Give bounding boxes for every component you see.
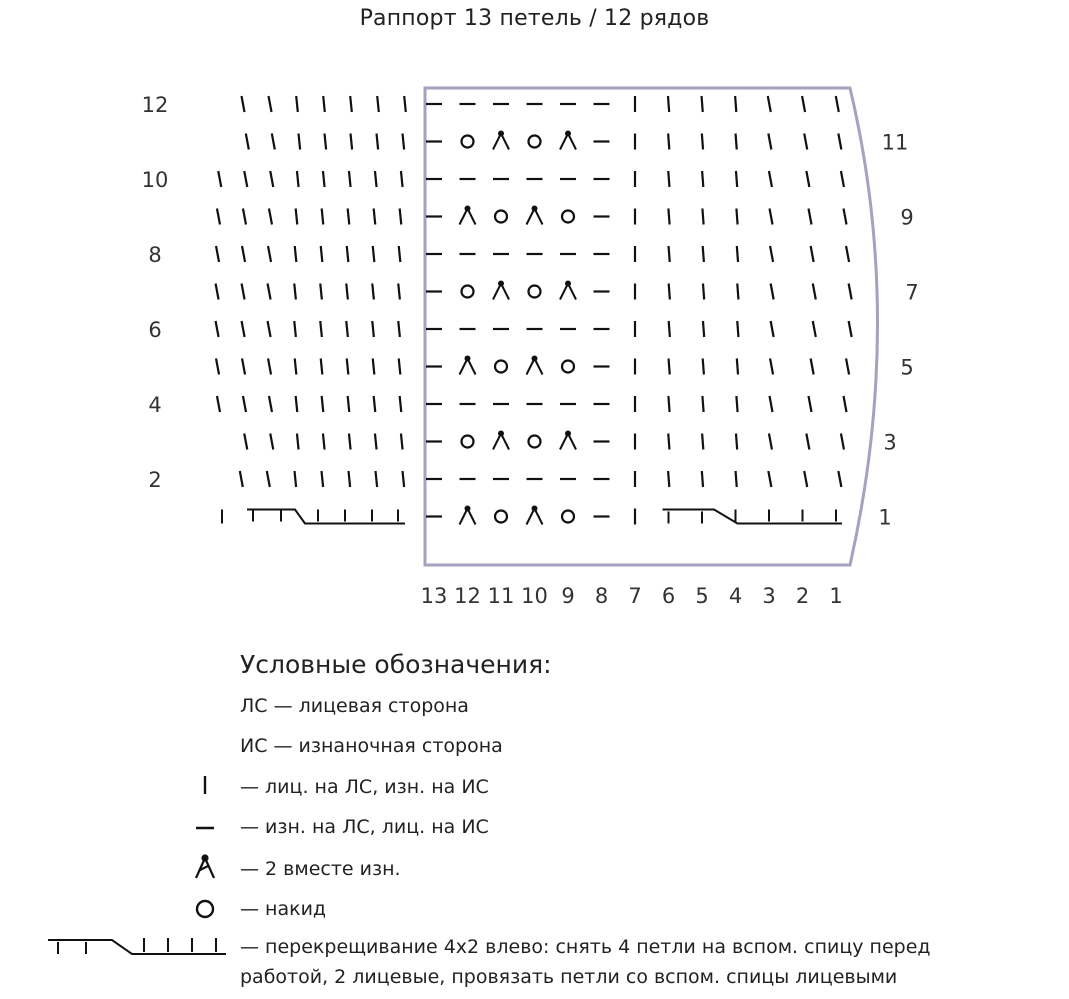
stitch-left-r11-2 <box>351 134 353 150</box>
stitch-r1-c12 <box>460 506 476 525</box>
purl-icon <box>180 812 230 842</box>
stitch-left-r12-2 <box>350 96 352 112</box>
stitch-r12-c6 <box>668 96 669 112</box>
stitch-left-r10-6 <box>244 171 247 187</box>
stitch-left-r5-2 <box>347 359 349 375</box>
stitch-left-r3-1 <box>375 434 377 450</box>
stitch-r4-c6 <box>668 396 669 412</box>
stitch-left-r7-6 <box>242 284 245 300</box>
stitch-r10-c1 <box>841 171 844 187</box>
stitch-r9-c1 <box>844 209 847 225</box>
column-number-9: 9 <box>561 584 575 608</box>
stitch-r5-c10 <box>527 356 543 375</box>
stitch-r3-c6 <box>668 434 669 450</box>
stitch-left-r5-6 <box>242 359 245 375</box>
stitch-r7-c2 <box>813 284 816 300</box>
stitch-r2-c5 <box>702 471 703 487</box>
stitch-left-r2-0 <box>403 471 405 487</box>
stitch-left-r9-7 <box>217 209 220 225</box>
stitch-left-r6-3 <box>320 321 322 337</box>
stitch-left-r4-7 <box>217 396 220 412</box>
stitch-r9-c9 <box>562 211 574 223</box>
stitch-left-r8-2 <box>347 246 349 262</box>
stitch-r11-c3 <box>768 134 771 150</box>
stitch-left-r8-0 <box>399 246 401 262</box>
stitch-left-r2-6 <box>240 471 243 487</box>
stitch-r4-c3 <box>770 396 773 412</box>
stitch-left-r2-3 <box>322 471 324 487</box>
stitch-left-r5-5 <box>268 359 271 375</box>
stitch-r6-c2 <box>813 321 816 337</box>
row-number-left-2: 2 <box>148 468 162 492</box>
stitch-r7-c6 <box>669 284 670 300</box>
stitch-left-r9-1 <box>374 209 376 225</box>
legend-heading: Условные обозначения: <box>240 650 552 679</box>
column-number-12: 12 <box>454 584 481 608</box>
column-number-1: 1 <box>829 584 843 608</box>
stitch-left-r9-0 <box>400 209 402 225</box>
stitch-left-r5-1 <box>373 359 375 375</box>
stitch-r9-c12 <box>460 206 476 225</box>
stitch-r12-c1 <box>836 96 839 112</box>
stitch-left-r10-7 <box>218 171 221 187</box>
stitch-r11-c10 <box>529 136 541 148</box>
stitch-r8-c4 <box>737 246 738 262</box>
stitch-r7-c12 <box>462 286 474 298</box>
stitch-left-r7-0 <box>398 284 400 300</box>
stitch-r5-c9 <box>562 361 574 373</box>
stitch-r3-c12 <box>462 436 474 448</box>
stitch-r5-c11 <box>495 361 507 373</box>
stitch-left-r6-6 <box>242 321 245 337</box>
stitch-r7-c11 <box>493 281 509 300</box>
stitch-r11-c5 <box>702 134 703 150</box>
chart-labels <box>142 93 919 608</box>
legend-yo: — накид <box>240 898 327 920</box>
legend-rs: ЛС — лицевая сторона <box>240 695 469 717</box>
stitch-r6-c5 <box>703 321 704 337</box>
stitch-r9-c3 <box>770 209 773 225</box>
stitch-left-r8-4 <box>295 246 297 262</box>
stitch-left-r12-4 <box>296 96 298 112</box>
stitch-left-r12-0 <box>404 96 406 112</box>
stitch-r3-c4 <box>736 434 737 450</box>
stitch-r6-c1 <box>849 321 852 337</box>
stitch-left-r7-3 <box>320 284 322 300</box>
knit-icon <box>180 770 230 800</box>
stitch-left-r5-0 <box>399 359 401 375</box>
stitch-left-r4-5 <box>269 396 272 412</box>
stitch-r2-c6 <box>668 471 669 487</box>
stitch-left-r11-6 <box>246 134 249 150</box>
legend-cable-line1: — перекрещивание 4х2 влево: снять 4 петли на вспом. спицу перед <box>240 936 931 958</box>
stitch-r7-c10 <box>529 286 541 298</box>
row-number-left-10: 10 <box>141 168 169 192</box>
stitch-left-r10-0 <box>401 171 403 187</box>
stitch-r2-c4 <box>736 471 737 487</box>
stitch-r1-c11 <box>495 511 507 523</box>
stitch-r11-c4 <box>736 134 737 150</box>
cable-icon <box>40 930 230 964</box>
p2tog-icon <box>180 850 230 886</box>
stitch-r11-c2 <box>804 134 807 150</box>
stitch-r5-c1 <box>846 359 849 375</box>
repeat-frame <box>425 88 878 565</box>
stitch-left-r7-7 <box>216 284 219 300</box>
stitch-r7-c9 <box>560 281 576 300</box>
column-number-2: 2 <box>795 584 810 608</box>
stitch-r11-c11 <box>493 131 509 150</box>
stitch-left-r6-5 <box>268 321 271 337</box>
stitch-left-r3-3 <box>323 434 325 450</box>
stitch-left-r7-4 <box>294 284 296 300</box>
row-number-right-7: 7 <box>905 280 919 305</box>
stitch-r4-c2 <box>809 396 812 412</box>
stitch-left-r11-3 <box>325 134 327 150</box>
stitch-r10-c2 <box>806 171 809 187</box>
column-number-10: 10 <box>521 584 548 608</box>
stitch-r12-c3 <box>768 96 771 112</box>
stitch-r7-c3 <box>771 284 774 300</box>
stitch-left-r4-1 <box>374 396 376 412</box>
column-number-7: 7 <box>628 584 642 608</box>
stitch-r3-c2 <box>806 434 809 450</box>
stitch-left-r11-0 <box>403 134 405 150</box>
row-number-right-5: 5 <box>900 355 914 380</box>
stitch-left-r10-2 <box>349 171 351 187</box>
stitch-r8-c1 <box>846 246 849 262</box>
stitch-r7-c1 <box>849 284 852 300</box>
stitch-r6-c6 <box>669 321 670 337</box>
stitch-left-r3-2 <box>349 434 351 450</box>
stitch-r8-c2 <box>811 246 814 262</box>
legend-purl: — изн. на ЛС, лиц. на ИС <box>240 816 489 838</box>
stitch-r6-c4 <box>737 321 738 337</box>
stitch-r2-c2 <box>804 471 807 487</box>
column-number-5: 5 <box>695 584 709 608</box>
stitch-left-r4-0 <box>400 396 402 412</box>
stitch-left-r2-5 <box>267 471 270 487</box>
stitch-left-r12-1 <box>377 96 379 112</box>
stitch-r8-c3 <box>770 246 773 262</box>
stitch-r11-c6 <box>668 134 669 150</box>
stitch-r3-c11 <box>493 431 509 450</box>
yo-icon <box>180 892 230 926</box>
stitch-left-r11-1 <box>377 134 379 150</box>
stitch-left-r3-0 <box>401 434 403 450</box>
stitch-left-r7-1 <box>372 284 374 300</box>
row-number-left-4: 4 <box>148 393 162 417</box>
stitch-r7-c4 <box>737 284 738 300</box>
stitch-left-r8-7 <box>216 246 219 262</box>
stitch-left-r9-3 <box>322 209 324 225</box>
stitch-left-r7-5 <box>268 284 271 300</box>
stitch-r3-c9 <box>560 431 576 450</box>
legend-p2tog: — 2 вместе изн. <box>240 858 401 880</box>
stitch-left-r8-3 <box>321 246 323 262</box>
stitch-r2-c1 <box>838 471 841 487</box>
stitch-left-r5-3 <box>321 359 323 375</box>
stitch-left-r10-4 <box>297 171 299 187</box>
stitch-r1-c10 <box>527 506 543 525</box>
stitch-r10-c4 <box>736 171 737 187</box>
stitch-r4-c5 <box>702 396 703 412</box>
row-number-right-3: 3 <box>883 430 897 455</box>
stitch-r10-c5 <box>702 171 703 187</box>
stitch-r10-c3 <box>769 171 772 187</box>
stitch-left-r5-7 <box>216 359 219 375</box>
stitch-left-r10-5 <box>270 171 273 187</box>
stitch-left-r11-5 <box>272 134 275 150</box>
stitch-r8-c5 <box>703 246 704 262</box>
stitch-r2-c3 <box>768 471 771 487</box>
stitch-r9-c6 <box>668 209 669 225</box>
stitch-left-r8-1 <box>373 246 375 262</box>
legend-ws: ИС — изнаночная сторона <box>240 735 503 757</box>
row-number-right-11: 11 <box>881 130 909 155</box>
stitch-r5-c3 <box>770 359 773 375</box>
stitch-r4-c4 <box>736 396 737 412</box>
stitch-left-r6-2 <box>346 321 348 337</box>
cable-right <box>663 510 843 524</box>
stitch-r9-c11 <box>495 211 507 223</box>
column-number-4: 4 <box>728 584 743 608</box>
stitch-r11-c12 <box>462 136 474 148</box>
stitch-left-r6-1 <box>372 321 374 337</box>
stitch-left-r6-4 <box>294 321 296 337</box>
stitch-left-r9-4 <box>296 209 298 225</box>
stitch-left-r6-7 <box>216 321 219 337</box>
legend-cable-line2: работой, 2 лицевые, провязать петли со вспом. спицы лицевыми <box>240 966 898 988</box>
stitch-left-r6-0 <box>398 321 400 337</box>
stitch-r11-c1 <box>838 134 841 150</box>
stitch-r12-c2 <box>802 96 805 112</box>
row-number-left-8: 8 <box>148 243 162 267</box>
stitch-left-r12-3 <box>323 96 325 112</box>
stitch-left-r9-2 <box>348 209 350 225</box>
stitch-r5-c4 <box>737 359 738 375</box>
stitch-left-r8-5 <box>268 246 271 262</box>
stitch-left-r5-4 <box>295 359 297 375</box>
stitch-left-r3-5 <box>270 434 273 450</box>
stitch-left-r9-6 <box>243 209 246 225</box>
stitch-r12-c4 <box>735 96 736 112</box>
stitch-left-r7-2 <box>346 284 348 300</box>
stitch-r3-c10 <box>529 436 541 448</box>
stitch-r11-c9 <box>560 131 576 150</box>
stitch-r9-c10 <box>527 206 543 225</box>
stitch-left-r4-6 <box>243 396 246 412</box>
stitch-left-r11-4 <box>299 134 301 150</box>
stitch-r12-c5 <box>702 96 703 112</box>
stitch-r5-c2 <box>811 359 814 375</box>
cable-left <box>247 510 405 524</box>
stitch-left-r12-6 <box>242 96 245 112</box>
stitch-r8-c6 <box>669 246 670 262</box>
stitch-left-r4-2 <box>348 396 350 412</box>
stitch-left-r10-1 <box>375 171 377 187</box>
stitch-r1-c9 <box>562 511 574 523</box>
stitch-r9-c2 <box>809 209 812 225</box>
stitch-r7-c5 <box>703 284 704 300</box>
stitch-r5-c6 <box>669 359 670 375</box>
chart-title: Раппорт 13 петель / 12 рядов <box>359 6 710 31</box>
column-number-11: 11 <box>487 584 515 608</box>
row-number-right-1: 1 <box>878 505 892 530</box>
stitch-left-r8-6 <box>242 246 245 262</box>
stitch-left-r9-5 <box>269 209 272 225</box>
legend-knit: — лиц. на ЛС, изн. на ИС <box>240 776 489 798</box>
stitch-r10-c6 <box>668 171 669 187</box>
stitch-r3-c1 <box>841 434 844 450</box>
stitch-left-r3-6 <box>244 434 247 450</box>
stitch-r6-c3 <box>771 321 774 337</box>
column-number-8: 8 <box>594 584 609 608</box>
column-number-3: 3 <box>762 584 776 608</box>
stitch-left-r3-4 <box>297 434 299 450</box>
stitch-r5-c5 <box>703 359 704 375</box>
stitch-left-r10-3 <box>323 171 325 187</box>
chart-marks <box>216 88 878 565</box>
stitch-r3-c5 <box>702 434 703 450</box>
stitch-left-r2-4 <box>295 471 297 487</box>
row-number-left-6: 6 <box>148 318 162 342</box>
column-number-13: 13 <box>420 584 448 608</box>
stitch-left-r4-3 <box>322 396 324 412</box>
stitch-r5-c12 <box>460 356 476 375</box>
stitch-r4-c1 <box>844 396 847 412</box>
row-number-left-12: 12 <box>141 93 169 117</box>
stitch-left-r2-1 <box>376 471 378 487</box>
row-number-right-9: 9 <box>900 205 914 230</box>
column-number-6: 6 <box>661 584 676 608</box>
stitch-r9-c4 <box>736 209 737 225</box>
stitch-r3-c3 <box>769 434 772 450</box>
stitch-r9-c5 <box>702 209 703 225</box>
stitch-left-r4-4 <box>296 396 298 412</box>
stitch-left-r12-5 <box>269 96 272 112</box>
stitch-left-r2-2 <box>349 471 351 487</box>
